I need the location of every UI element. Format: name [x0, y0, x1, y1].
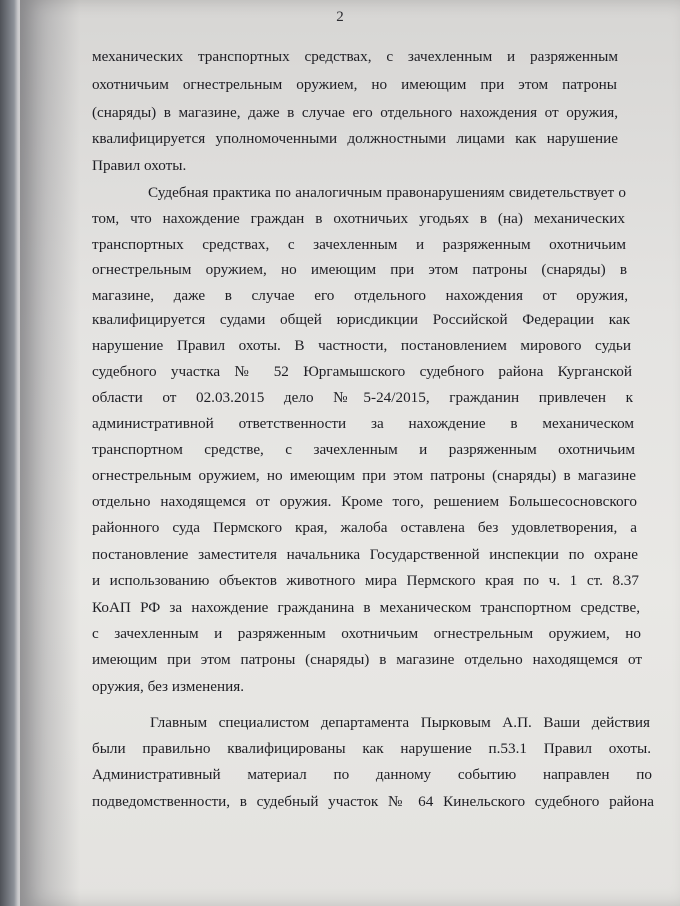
- text-line: охотничьим огнестрельным оружием, но имеющим при этом патроны: [92, 76, 617, 93]
- text-line: судебного участка № 52 Юргамышского судебного района Курганской: [92, 363, 632, 380]
- text-line: Главным специалистом департамента Пырковым А.П. Ваши действия: [150, 714, 650, 731]
- text-line: (снаряды) в магазине, даже в случае его отдельного нахождения от оружия,: [92, 104, 618, 121]
- text-line: огнестрельным оружием, но имеющим при этом патроны (снаряды) в магазине: [92, 467, 636, 484]
- page-number: 2: [336, 9, 344, 25]
- text-line: подведомственности, в судебный участок № 64 Кинельского судебного района: [92, 793, 654, 810]
- text-line: транспортном средстве, с зачехленным и разряженным охотничьим: [92, 441, 635, 458]
- text-line: квалифицируется уполномоченными должностными лицами как нарушение: [92, 130, 618, 147]
- text-line: были правильно квалифицированы как нарушение п.53.1 Правил охоты.: [92, 740, 651, 757]
- text-line: транспортных средствах, с зачехленным и разряженным охотничьим: [92, 236, 626, 253]
- text-line: отдельно находящемся от оружия. Кроме того, решением Большесосновского: [92, 493, 637, 510]
- text-line: области от 02.03.2015 дело №5-24/2015, гражданин привлечен к: [92, 389, 633, 406]
- text-line: Правил охоты.: [92, 157, 187, 174]
- text-line: нарушение Правил охоты. В частности, постановлением мирового судьи: [92, 337, 631, 354]
- text-line: с зачехленным и разряженным охотничьим огнестрельным оружием, но: [92, 625, 641, 642]
- text-line: постановление заместителя начальника Государственной инспекции по охране: [92, 546, 638, 563]
- text-line: районного суда Пермского края, жалоба оставлена без удовлетворения, а: [92, 519, 637, 536]
- text-line: и использованию объектов животного мира Пермского края по ч. 1 ст. 8.37: [92, 572, 639, 589]
- text-line: КоАП РФ за нахождение гражданина в механическом транспортном средстве,: [92, 599, 640, 616]
- text-line: оружия, без изменения.: [92, 678, 245, 695]
- text-line: квалифицируется судами общей юрисдикции Российской Федерации как: [92, 311, 630, 328]
- text-line: административной ответственности за нахождение в механическом: [92, 415, 634, 432]
- text-line: механических транспортных средствах, с зачехленным и разряженным: [92, 48, 618, 65]
- binding-shadow: [20, 0, 80, 906]
- text-line: Судебная практика по аналогичным правонарушениям свидетельствует о: [148, 184, 626, 201]
- text-line: магазине, даже в случае его отдельного нахождения от оружия,: [92, 287, 628, 304]
- text-line: огнестрельным оружием, но имеющим при этом патроны (снаряды) в: [92, 261, 627, 278]
- text-line: том, что нахождение граждан в охотничьих угодьях в (на) механических: [92, 210, 625, 227]
- text-line: имеющим при этом патроны (снаряды) в магазине отдельно находящемся от: [92, 651, 642, 668]
- text-line: Административный материал по данному событию направлен по: [92, 766, 652, 783]
